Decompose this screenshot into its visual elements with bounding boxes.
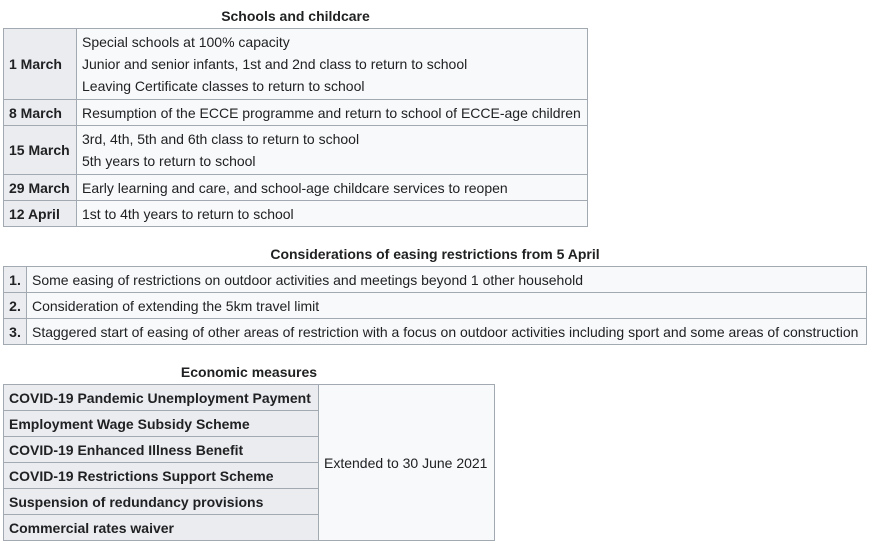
table-row bbox=[4, 201, 588, 227]
row-item: 3rd, 4th, 5th and 6th class to return to school bbox=[82, 131, 360, 147]
row-items bbox=[77, 126, 588, 175]
row-items bbox=[77, 100, 588, 126]
measure-name: Employment Wage Subsidy Scheme bbox=[4, 411, 319, 437]
economic-measures-table bbox=[3, 361, 495, 541]
measure-status: Extended to 30 June 2021 bbox=[319, 385, 495, 541]
row-item: Early learning and care, and school-age childcare services to reopen bbox=[82, 179, 508, 196]
measure-name: COVID-19 Restrictions Support Scheme bbox=[4, 463, 319, 489]
table-row bbox=[4, 293, 867, 319]
table-row bbox=[4, 100, 588, 126]
measure-name: Commercial rates waiver bbox=[4, 515, 319, 541]
row-item: 1st to 4th years to return to school bbox=[82, 205, 294, 222]
row-items bbox=[77, 201, 588, 227]
table-row bbox=[4, 29, 588, 100]
schools-childcare-table bbox=[3, 5, 588, 227]
measure-name: COVID-19 Enhanced Illness Benefit bbox=[4, 437, 319, 463]
row-number: 1. bbox=[4, 267, 27, 293]
row-item: Leaving Certificate classes to return to school bbox=[82, 78, 365, 94]
schools-table-caption: Schools and childcare bbox=[221, 8, 370, 24]
table-row bbox=[4, 319, 867, 345]
row-item: Resumption of the ECCE programme and return to school of ECCE-age children bbox=[82, 104, 581, 121]
row-items bbox=[77, 175, 588, 201]
row-date: 1 March bbox=[4, 29, 77, 100]
row-number: 3. bbox=[4, 319, 27, 345]
row-text: Staggered start of easing of other areas of restriction with a focus on outdoor activities including sport and some areas of construction bbox=[27, 319, 867, 345]
table-row bbox=[4, 267, 867, 293]
row-date: 15 March bbox=[4, 126, 77, 175]
row-item: Special schools at 100% capacity bbox=[82, 34, 290, 50]
row-date: 29 March bbox=[4, 175, 77, 201]
row-text: Some easing of restrictions on outdoor activities and meetings beyond 1 other household bbox=[27, 267, 867, 293]
row-text: Consideration of extending the 5km travel limit bbox=[27, 293, 867, 319]
table-row bbox=[4, 126, 588, 175]
row-item: Junior and senior infants, 1st and 2nd class to return to school bbox=[82, 56, 468, 72]
economic-table-caption: Economic measures bbox=[180, 364, 318, 380]
easing-table-caption: Considerations of easing restrictions from 5 April bbox=[270, 246, 600, 262]
table-row bbox=[4, 175, 588, 201]
row-items bbox=[77, 29, 588, 100]
measure-name: Suspension of redundancy provisions bbox=[4, 489, 319, 515]
measure-name: COVID-19 Pandemic Unemployment Payment bbox=[4, 385, 319, 411]
table-row bbox=[4, 385, 495, 411]
easing-restrictions-table bbox=[3, 243, 867, 345]
row-date: 12 April bbox=[4, 201, 77, 227]
row-number: 2. bbox=[4, 293, 27, 319]
row-date: 8 March bbox=[4, 100, 77, 126]
row-item: 5th years to return to school bbox=[82, 153, 256, 169]
